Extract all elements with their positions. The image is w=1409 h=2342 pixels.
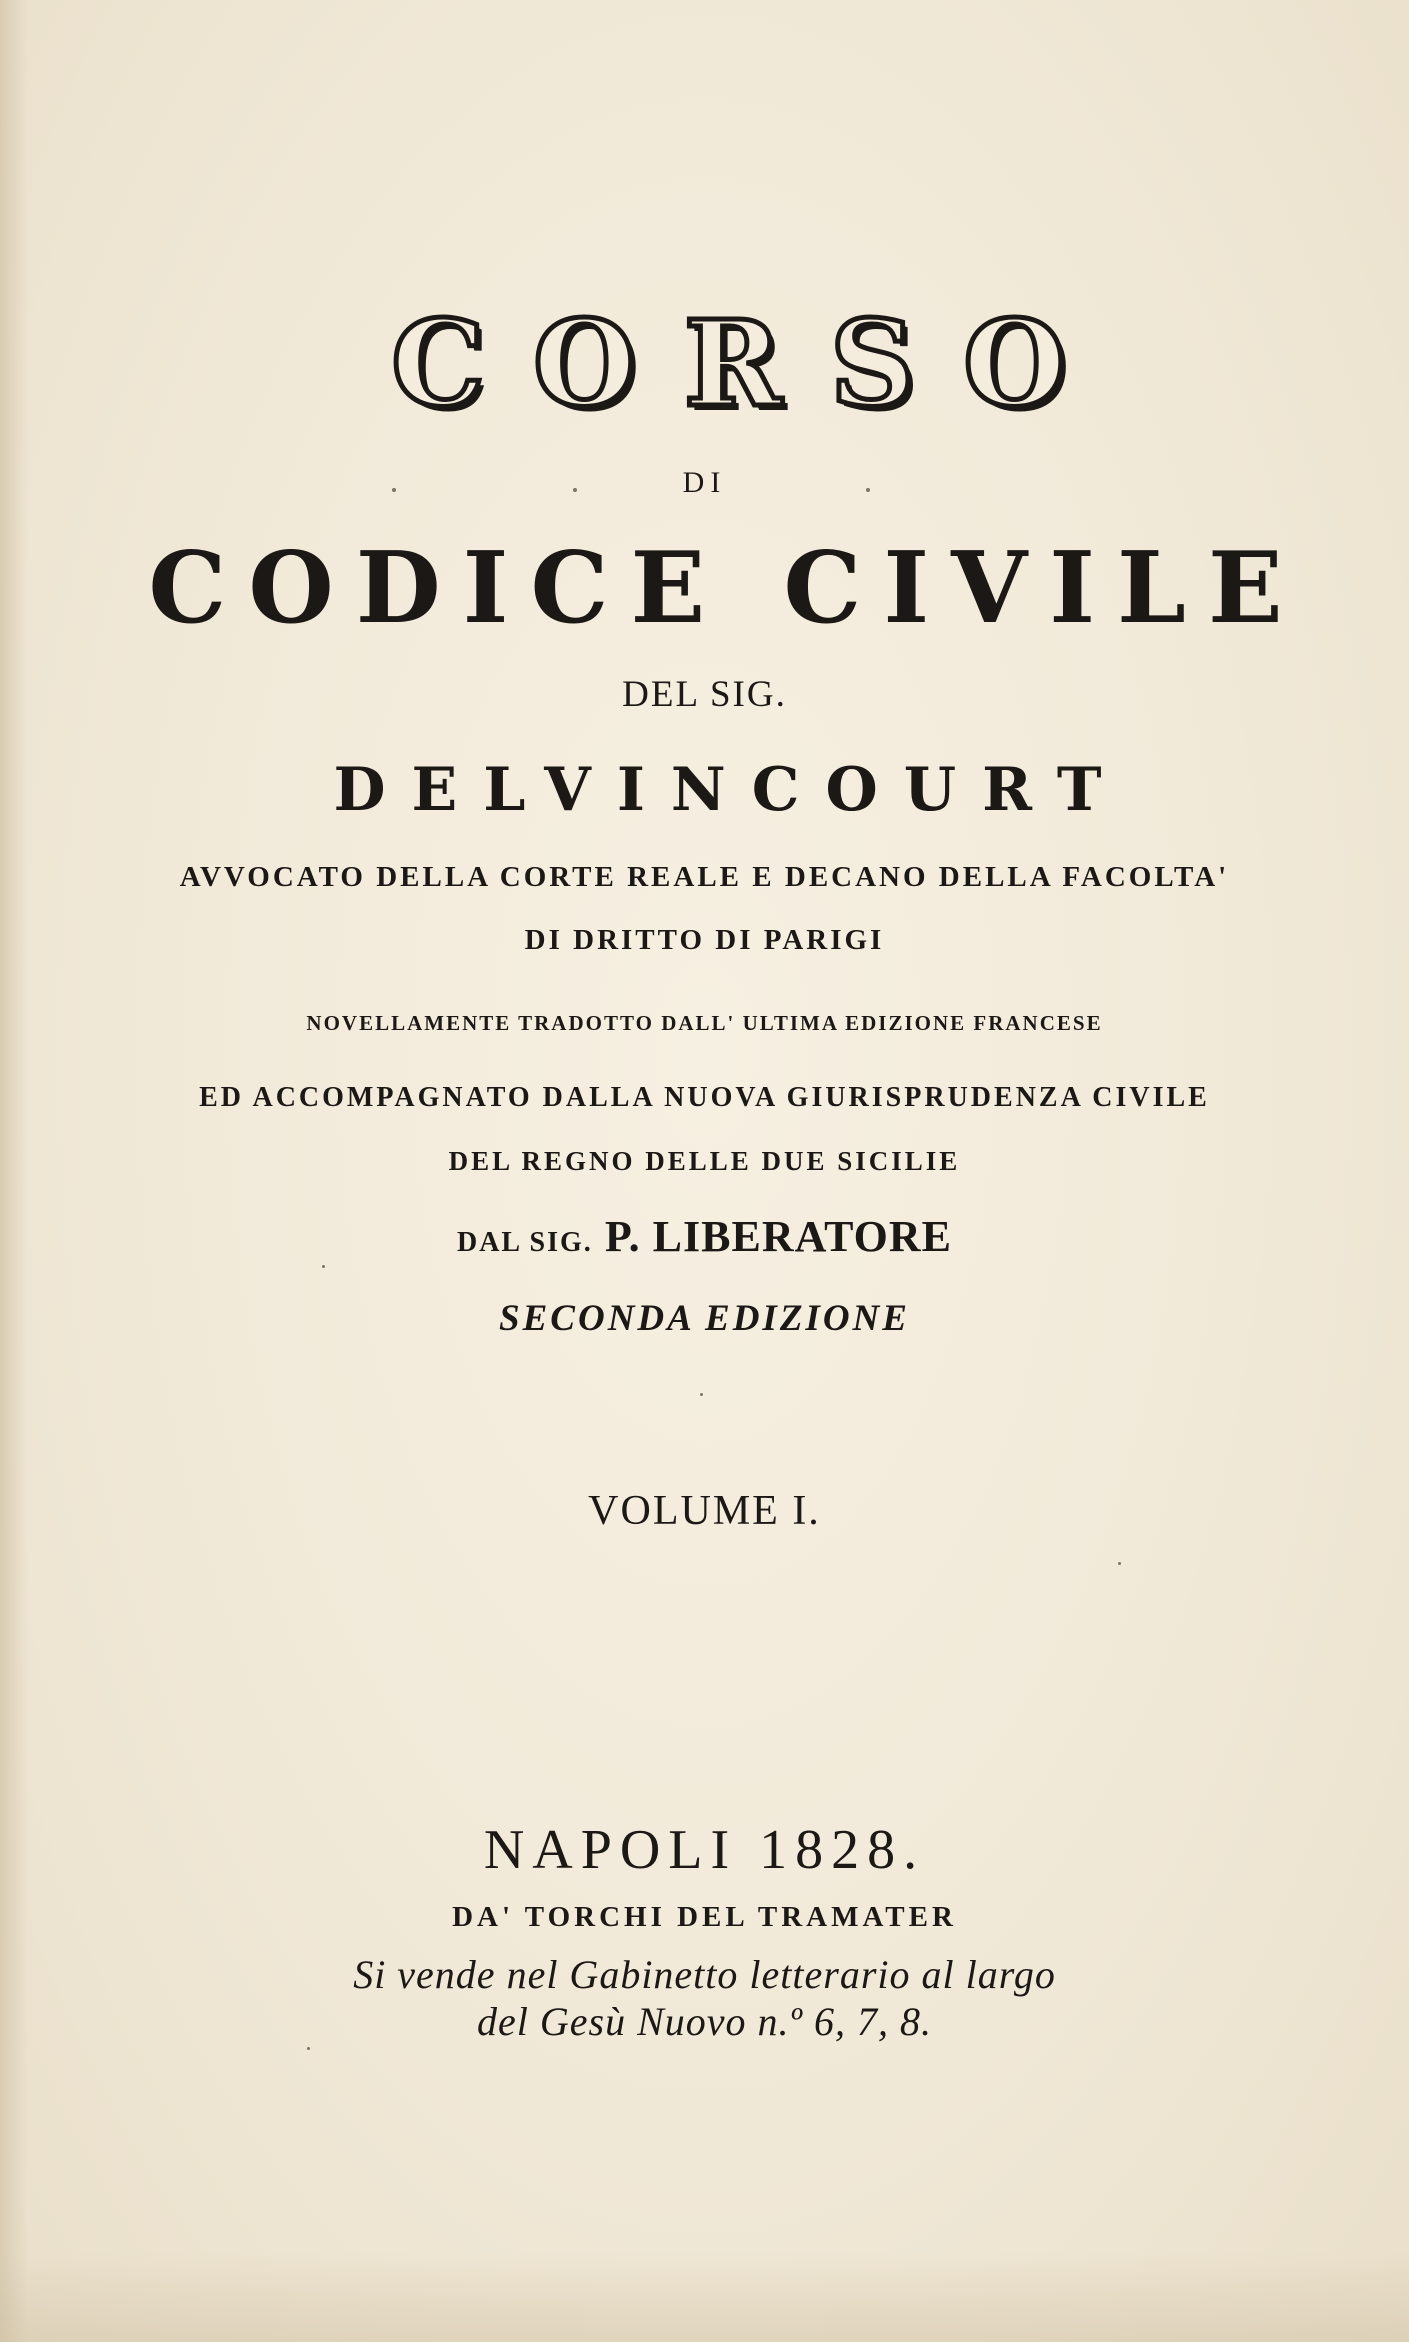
author-role-line-2: DI DRITTO DI PARIGI (524, 924, 885, 956)
imprint-city-year: NAPOLI 1828. (483, 1819, 926, 1881)
editor-prefix: DAL SIG. (456, 1227, 593, 1258)
ink-speck (322, 1265, 325, 1268)
editor-name: P. LIBERATORE (604, 1212, 953, 1261)
subject-title: CODICE CIVILE (148, 531, 1305, 646)
translation-note: NOVELLAMENTE TRADOTTO DALL' ULTIMA EDIZIONE FRANCESE (306, 1011, 1103, 1035)
editor-line (0, 1212, 1409, 1261)
sale-info-line-2: del Gesù Nuovo n.º 6, 7, 8. (477, 1999, 932, 2044)
printer-line: DA' TORCHI DEL TRAMATER (452, 1901, 957, 1933)
title-connector: DI (682, 466, 727, 499)
ink-speck (700, 1393, 703, 1396)
volume-label: VOLUME I. (588, 1488, 821, 1534)
author-name: DELVINCOURT (333, 755, 1128, 825)
del-sig-label: DEL SIG. (622, 674, 787, 715)
ink-speck (1118, 1562, 1121, 1565)
book-title: CORSO (391, 294, 1114, 433)
ink-speck (307, 2047, 310, 2050)
accompanied-line-2: DEL REGNO DELLE DUE SICILIE (448, 1146, 961, 1176)
accompanied-line-1: ED ACCOMPAGNATO DALLA NUOVA GIURISPRUDENZA CIVILE (199, 1082, 1210, 1113)
author-role-line-1: AVVOCATO DELLA CORTE REALE E DECANO DELLA FACOLTA' (179, 861, 1230, 893)
sale-info-line-1: Si vende nel Gabinetto letterario al largo (353, 1952, 1056, 1997)
edition-label: SECONDA EDIZIONE (499, 1298, 910, 1339)
